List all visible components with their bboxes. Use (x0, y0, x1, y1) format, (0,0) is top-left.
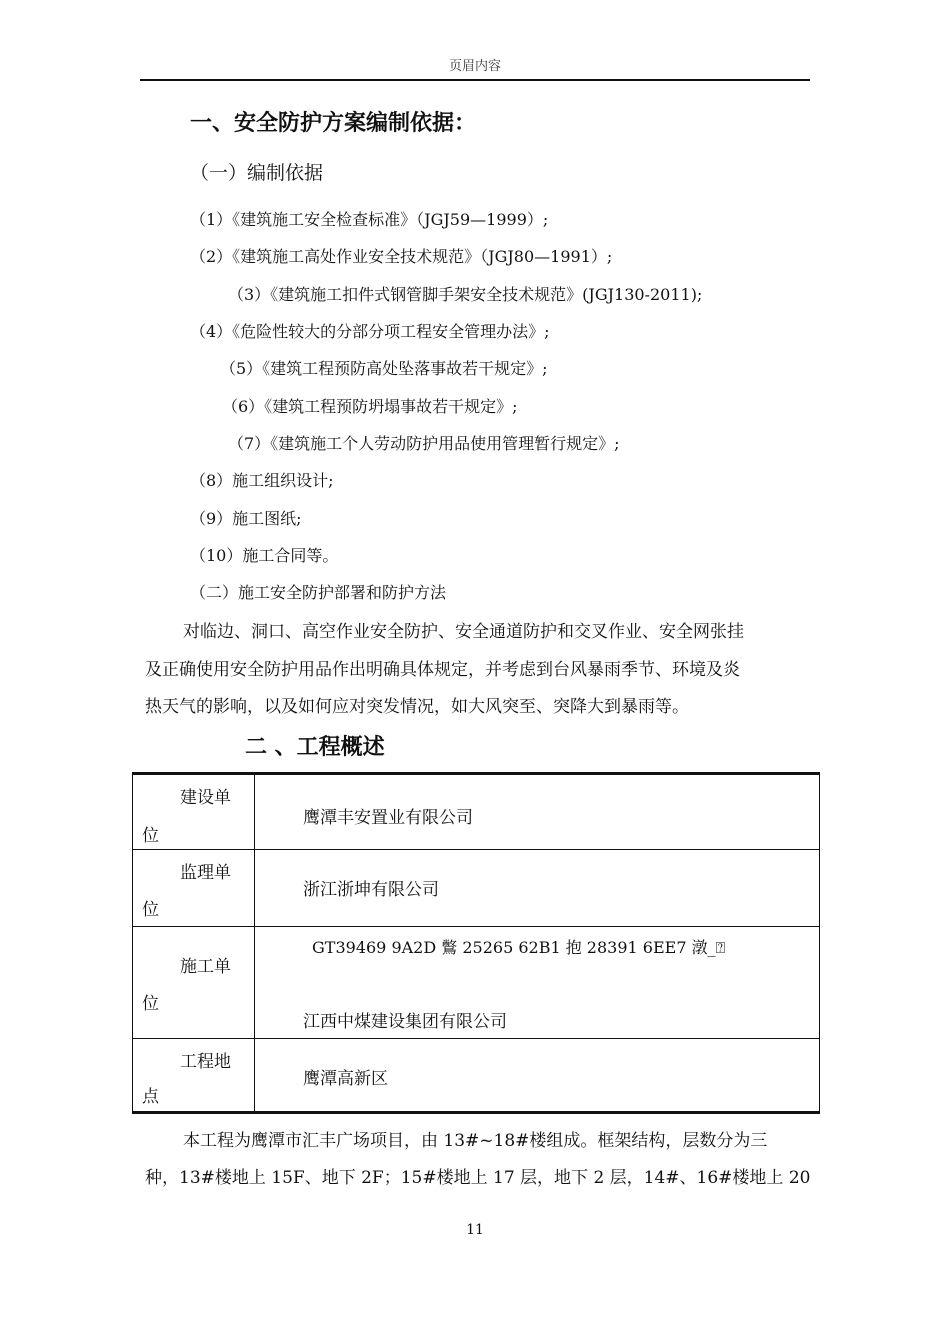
basis-item-4: （4）《危险性较大的分部分项工程安全管理办法》; (190, 322, 550, 341)
row-label-line-2: 位 (142, 994, 159, 1014)
paragraph-2-line-1: 本工程为鹰潭市汇丰广场项目，由 13#~18#楼组成。框架结构，层数分为三 (183, 1131, 768, 1151)
page-header: 页眉内容 (448, 59, 501, 74)
paragraph-2-line-2: 种，13#楼地上 15F、地下 2F；15#楼地上 17 层，地下 2 层，14#、16#楼地上 20 (145, 1168, 811, 1188)
basis-item-5: （5）《建筑工程预防高处坠落事故若干规定》; (220, 359, 548, 378)
row-label (133, 1039, 255, 1113)
row-value (255, 850, 820, 927)
basis-item-10: （10）施工合同等。 (190, 546, 339, 565)
row-label-line-2: 位 (142, 900, 159, 920)
row-label-line-2: 位 (142, 826, 159, 846)
basis-item-2: （2）《建筑施工高处作业安全技术规范》（JGJ80—1991）; (190, 247, 613, 266)
table-row (133, 1039, 820, 1113)
subsection-1-heading: （一）编制依据 (190, 162, 324, 184)
row-label-line-2: 点 (142, 1087, 159, 1107)
basis-item-9: （9）施工图纸; (190, 509, 302, 528)
table-row (133, 927, 820, 1039)
table-row (133, 774, 820, 850)
paragraph-1-line-3: 热天气的影响，以及如何应对突发情况，如大风突至、突降大到暴雨等。 (145, 697, 689, 717)
basis-item-1: （1）《建筑施工安全检查标准》（JGJ59—1999）; (190, 210, 549, 229)
page-number: 11 (466, 1222, 484, 1238)
basis-item-6: （6）《建筑工程预防坍塌事故若干规定》; (222, 397, 518, 416)
paragraph-1-line-2: 及正确使用安全防护用品作出明确具体规定，并考虑到台风暴雨季节、环境及炎 (145, 660, 740, 680)
row-label-line-1: 监理单 (180, 863, 231, 883)
section-2-heading: 二 、工程概述 (245, 735, 385, 760)
row-label (133, 850, 255, 927)
row-label (133, 774, 255, 850)
section-1-heading: 一、安全防护方案编制依据： (190, 111, 477, 136)
header-rule (140, 79, 810, 81)
row-label-line-1: 施工单 (180, 957, 231, 977)
row-value (255, 927, 820, 1039)
basis-item-7: （7）《建筑施工个人劳动防护用品使用管理暂行规定》; (228, 434, 620, 453)
row-value (255, 774, 820, 850)
row-value-text: 浙江浙坤有限公司 (303, 880, 439, 900)
row-value-garbled-text: GT39469 9A2D 鷩 25265 62B1 抱 28391 6EE7 潡_⍰ (312, 938, 726, 957)
row-label-line-1: 建设单 (180, 788, 231, 808)
row-value-text: 江西中煤建设集团有限公司 (303, 1012, 507, 1032)
row-value (255, 1039, 820, 1113)
paragraph-1-line-1: 对临边、洞口、高空作业安全防护、安全通道防护和交叉作业、安全网张挂 (183, 622, 744, 642)
row-label (133, 927, 255, 1039)
basis-item-8: （8）施工组织设计; (190, 471, 334, 490)
basis-item-3: （3）《建筑施工扣件式钢管脚手架安全技术规范》(JGJ130-2011); (228, 285, 703, 304)
row-label-line-1: 工程地 (180, 1052, 231, 1072)
row-value-text: 鹰潭高新区 (303, 1069, 388, 1089)
row-value-text: 鹰潭丰安置业有限公司 (303, 808, 473, 828)
table-row (133, 850, 820, 927)
subsection-2-heading: （二）施工安全防护部署和防护方法 (190, 583, 447, 602)
project-overview-table (132, 772, 820, 1114)
